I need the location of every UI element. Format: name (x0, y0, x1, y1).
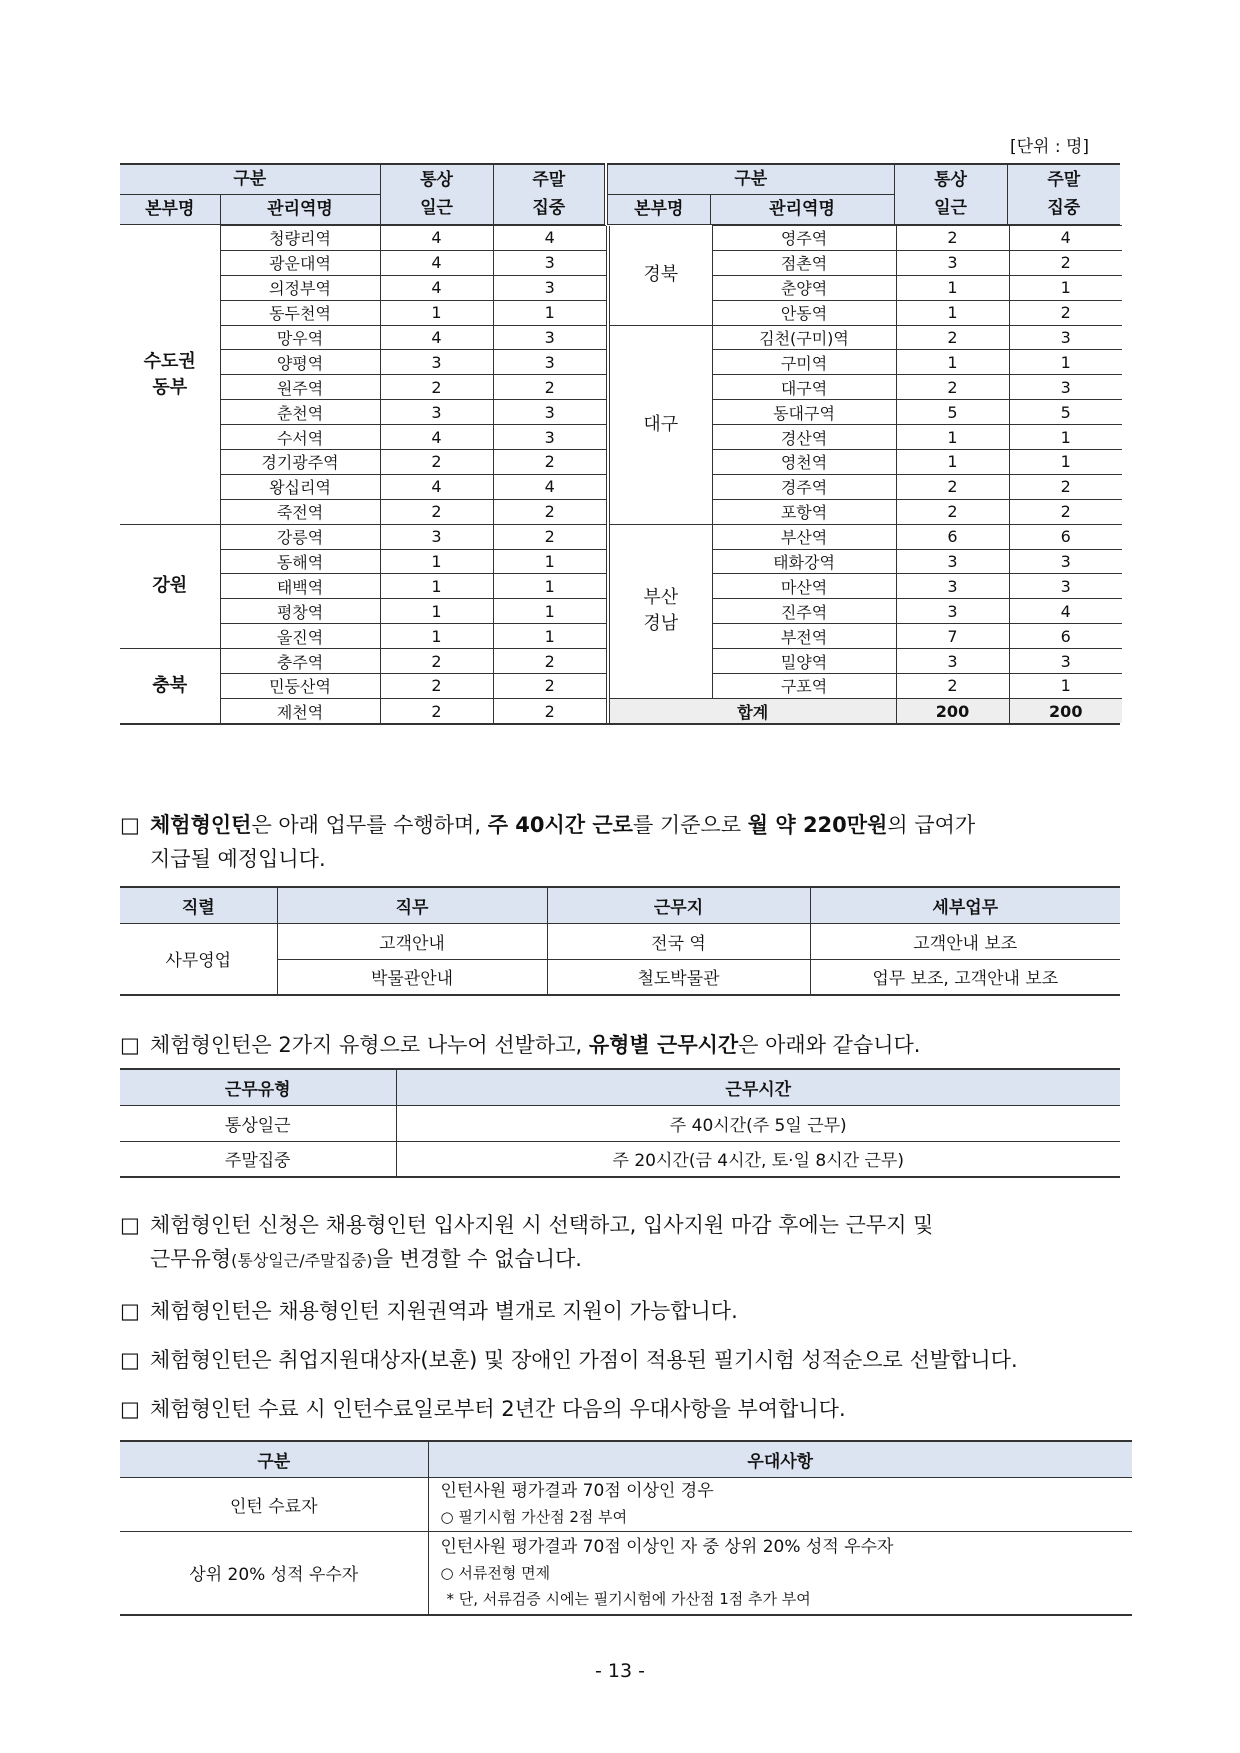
station-name: 광운대역 (220, 250, 380, 275)
station-name: 영천역 (712, 450, 896, 475)
station-row (608, 524, 1122, 549)
duty-cell: 전국 역 (547, 923, 810, 959)
header-commute: 통상 일근 (894, 164, 1007, 224)
weekend-count: 1 (493, 574, 606, 599)
station-name: 원주역 (220, 375, 380, 400)
hours-header-type: 근무유형 (120, 1069, 396, 1105)
total-row (608, 698, 1122, 723)
commute-count: 4 (380, 474, 493, 499)
text-part: 체험형인턴 신청은 채용형인턴 입사지원 시 선택하고, 입사지원 마감 후에는 근무지 및 (150, 1213, 934, 1237)
header-division: 본부명 (606, 194, 710, 224)
text-part: 체험형인턴은 채용형인턴 지원권역과 별개로 지원이 가능합니다. (150, 1299, 738, 1323)
checkbox-bullet: □ (120, 1213, 140, 1237)
hours-cell: 주말집중 (224, 1151, 291, 1172)
duty-header-location: 근무지 (547, 887, 810, 923)
weekend-count: 1 (493, 549, 606, 574)
weekend-count: 2 (493, 450, 606, 475)
division-cell: 경북 (608, 226, 712, 326)
station-table-bottom-border (120, 723, 1120, 725)
weekend-count: 2 (1009, 250, 1122, 275)
commute-count: 1 (380, 624, 493, 649)
paragraph-separate (120, 1294, 738, 1328)
weekend-count: 3 (1009, 549, 1122, 574)
commute-count: 5 (896, 400, 1009, 425)
paragraph-types (120, 1028, 1130, 1062)
total-commute: 200 (896, 698, 1009, 723)
commute-count: 1 (896, 275, 1009, 300)
benefit-detail (428, 1531, 1132, 1615)
station-name: 춘양역 (712, 275, 896, 300)
commute-count: 2 (896, 474, 1009, 499)
checkbox-bullet: □ (120, 813, 140, 837)
station-name: 태백역 (220, 574, 380, 599)
text-hours: 주 40시간 근로 (487, 813, 633, 837)
station-name: 양평역 (220, 350, 380, 375)
commute-count: 3 (896, 250, 1009, 275)
header-commute: 통상 일근 (380, 164, 493, 224)
station-name: 김천(구미)역 (712, 325, 896, 350)
benefit-table (120, 1440, 1132, 1616)
commute-count: 2 (380, 674, 493, 699)
hours-cell: 통상일근 (120, 1105, 396, 1141)
duty-cell: 고객안내 보조 (810, 923, 1120, 959)
station-name: 춘천역 (220, 400, 380, 425)
weekend-count: 1 (1009, 674, 1122, 699)
checkbox-bullet: □ (120, 1348, 140, 1372)
division-cell: 수도권 동부 (143, 350, 196, 398)
weekend-count: 3 (493, 275, 606, 300)
weekend-count: 2 (1009, 499, 1122, 524)
text-part: 지급될 예정입니다. (150, 847, 326, 871)
header-group: 구분 (120, 164, 380, 194)
benefit-detail (428, 1477, 1132, 1531)
hours-cell: 주 20시간(금 4시간, 토·일 8시간 근무) (396, 1141, 1120, 1177)
weekend-count: 3 (493, 350, 606, 375)
station-name: 충주역 (220, 649, 380, 674)
station-name: 구미역 (712, 350, 896, 375)
benefit-header-benefit: 우대사항 (428, 1441, 1132, 1477)
commute-count: 2 (380, 499, 493, 524)
weekend-count: 3 (1009, 325, 1122, 350)
weekend-count: 2 (493, 499, 606, 524)
text-part: 의 급여가 (887, 813, 976, 837)
commute-count: 3 (896, 549, 1009, 574)
text-part: (통상일근/주말집중) (231, 1251, 373, 1270)
total-label: 합계 (608, 698, 896, 723)
weekend-count: 2 (493, 674, 606, 699)
station-name: 태화강역 (712, 549, 896, 574)
header-station: 관리역명 (710, 194, 894, 224)
weekend-count: 6 (1009, 624, 1122, 649)
commute-count: 1 (896, 300, 1009, 325)
station-name: 밀양역 (712, 649, 896, 674)
duty-table (120, 886, 1120, 996)
duty-header-detail: 세부업무 (810, 887, 1120, 923)
duty-cell: 박물관안내 (277, 959, 547, 995)
header-weekend: 주말 집중 (1007, 164, 1120, 224)
weekend-count: 3 (493, 325, 606, 350)
station-table-right (606, 225, 1122, 723)
station-name: 마산역 (712, 574, 896, 599)
duty-header-job: 직무 (277, 887, 547, 923)
weekend-count: 1 (493, 624, 606, 649)
weekend-count: 3 (493, 425, 606, 450)
division-cell: 강원 (120, 524, 220, 648)
station-name: 부전역 (712, 624, 896, 649)
benefit-category: 상위 20% 성적 우수자 (189, 1565, 359, 1586)
benefit-line: 인턴사원 평가결과 70점 이상인 경우 (440, 1481, 714, 1501)
weekend-count: 1 (493, 599, 606, 624)
weekend-count: 1 (1009, 275, 1122, 300)
benefit-line: ○ 필기시험 가산점 2점 부여 (440, 1508, 628, 1526)
commute-count: 7 (896, 624, 1009, 649)
header-station: 관리역명 (220, 194, 380, 224)
paragraph-application (120, 1208, 1130, 1278)
weekend-count: 5 (1009, 400, 1122, 425)
commute-count: 4 (380, 425, 493, 450)
weekend-count: 2 (1009, 474, 1122, 499)
hours-table (120, 1068, 1120, 1178)
commute-count: 2 (896, 499, 1009, 524)
commute-count: 6 (896, 524, 1009, 549)
commute-count: 1 (380, 574, 493, 599)
duty-category: 사무영업 (165, 951, 232, 972)
station-name: 동대구역 (712, 400, 896, 425)
commute-count: 1 (896, 350, 1009, 375)
division-cell: 부산 경남 (608, 524, 712, 698)
benefit-header-category: 구분 (120, 1441, 428, 1477)
hours-cell: 주 40시간(주 5일 근무) (396, 1105, 1120, 1141)
commute-count: 4 (380, 325, 493, 350)
station-name: 경주역 (712, 474, 896, 499)
weekend-count: 6 (1009, 524, 1122, 549)
station-name: 경기광주역 (220, 450, 380, 475)
station-name: 영주역 (712, 226, 896, 251)
paragraph-salary (120, 808, 1130, 876)
station-name: 포항역 (712, 499, 896, 524)
commute-count: 2 (380, 649, 493, 674)
station-name: 왕십리역 (220, 474, 380, 499)
station-name: 대구역 (712, 375, 896, 400)
commute-count: 1 (380, 549, 493, 574)
text-work-hours: 유형별 근무시간 (588, 1033, 739, 1057)
commute-count: 1 (380, 300, 493, 325)
commute-count: 2 (896, 375, 1009, 400)
weekend-count: 3 (1009, 375, 1122, 400)
station-row (608, 226, 1122, 251)
unit-label: [단위 : 명] (1010, 137, 1090, 157)
division-cell: 충북 (120, 649, 220, 724)
paragraph-benefit (120, 1392, 846, 1426)
weekend-count: 2 (1009, 300, 1122, 325)
weekend-count: 3 (1009, 649, 1122, 674)
checkbox-bullet: □ (120, 1299, 140, 1323)
text-part: 근무유형 (150, 1247, 232, 1271)
text-part: 체험형인턴 수료 시 인턴수료일로부터 2년간 다음의 우대사항을 부여합니다. (150, 1397, 846, 1421)
station-name: 평창역 (220, 599, 380, 624)
station-name: 제천역 (220, 698, 380, 723)
weekend-count: 4 (493, 474, 606, 499)
text-part: 을 변경할 수 없습니다. (372, 1247, 582, 1271)
hours-header-time: 근무시간 (396, 1069, 1120, 1105)
commute-count: 3 (380, 524, 493, 549)
text-intern: 체험형인턴 (150, 813, 252, 837)
weekend-count: 4 (1009, 226, 1122, 251)
division-cell: 대구 (608, 325, 712, 524)
text-salary: 월 약 220만원 (747, 813, 888, 837)
checkbox-bullet: □ (120, 1033, 140, 1057)
weekend-count: 1 (1009, 450, 1122, 475)
weekend-count: 4 (493, 226, 606, 251)
commute-count: 1 (380, 599, 493, 624)
station-name: 점촌역 (712, 250, 896, 275)
station-row (120, 226, 606, 251)
station-name: 청량리역 (220, 226, 380, 251)
station-name: 의정부역 (220, 275, 380, 300)
commute-count: 3 (380, 400, 493, 425)
station-name: 안동역 (712, 300, 896, 325)
text-part: 은 아래와 같습니다. (738, 1033, 921, 1057)
commute-count: 2 (380, 450, 493, 475)
commute-count: 2 (896, 226, 1009, 251)
station-name: 동해역 (220, 549, 380, 574)
commute-count: 3 (380, 350, 493, 375)
paragraph-selection (120, 1343, 1018, 1377)
commute-count: 3 (896, 574, 1009, 599)
weekend-count: 3 (493, 250, 606, 275)
text-part: 체험형인턴은 2가지 유형으로 나누어 선발하고, (150, 1033, 589, 1057)
checkbox-bullet: □ (120, 1397, 140, 1421)
duty-cell: 철도박물관 (547, 959, 810, 995)
commute-count: 2 (380, 698, 493, 723)
duty-cell: 업무 보조, 고객안내 보조 (810, 959, 1120, 995)
commute-count: 1 (896, 425, 1009, 450)
benefit-line: 인턴사원 평가결과 70점 이상인 자 중 상위 20% 성적 우수자 (440, 1536, 894, 1557)
station-name: 울진역 (220, 624, 380, 649)
text-part: 를 기준으로 (632, 813, 748, 837)
weekend-count: 1 (1009, 425, 1122, 450)
benefit-line: ○ 서류전형 면제 (440, 1563, 551, 1582)
commute-count: 4 (380, 226, 493, 251)
weekend-count: 1 (1009, 350, 1122, 375)
weekend-count: 2 (493, 649, 606, 674)
duty-cell: 고객안내 (277, 923, 547, 959)
station-name: 수서역 (220, 425, 380, 450)
weekend-count: 2 (493, 375, 606, 400)
header-division: 본부명 (120, 194, 220, 224)
weekend-count: 2 (493, 524, 606, 549)
commute-count: 4 (380, 250, 493, 275)
benefit-line: * 단, 서류검증 시에는 필기시험에 가산점 1점 추가 부여 (446, 1589, 811, 1608)
commute-count: 4 (380, 275, 493, 300)
weekend-count: 3 (1009, 574, 1122, 599)
station-name: 동두천역 (220, 300, 380, 325)
commute-count: 2 (896, 325, 1009, 350)
commute-count: 2 (380, 375, 493, 400)
station-row (120, 524, 606, 549)
weekend-count: 3 (493, 400, 606, 425)
header-weekend: 주말 집중 (493, 164, 606, 224)
station-name: 부산역 (712, 524, 896, 549)
weekend-count: 4 (1009, 599, 1122, 624)
text-part: 은 아래 업무를 수행하며, (251, 813, 488, 837)
station-name: 경산역 (712, 425, 896, 450)
weekend-count: 2 (493, 698, 606, 723)
commute-count: 3 (896, 649, 1009, 674)
page-number: - 13 - (595, 1660, 645, 1682)
header-group: 구분 (606, 164, 894, 194)
station-name: 민둥산역 (220, 674, 380, 699)
station-table-left (120, 225, 606, 723)
station-name: 강릉역 (220, 524, 380, 549)
commute-count: 1 (896, 450, 1009, 475)
commute-count: 2 (896, 674, 1009, 699)
duty-header-series: 직렬 (120, 887, 277, 923)
total-weekend: 200 (1009, 698, 1122, 723)
text-part: 체험형인턴은 취업지원대상자(보훈) 및 장애인 가점이 적용된 필기시험 성적순으로 선발합니다. (150, 1348, 1018, 1372)
station-row (120, 649, 606, 674)
station-name: 망우역 (220, 325, 380, 350)
station-name: 구포역 (712, 674, 896, 699)
station-name: 진주역 (712, 599, 896, 624)
benefit-category: 인턴 수료자 (120, 1477, 428, 1531)
station-row (608, 325, 1122, 350)
weekend-count: 1 (493, 300, 606, 325)
station-name: 죽전역 (220, 499, 380, 524)
commute-count: 3 (896, 599, 1009, 624)
station-table (120, 163, 1120, 225)
